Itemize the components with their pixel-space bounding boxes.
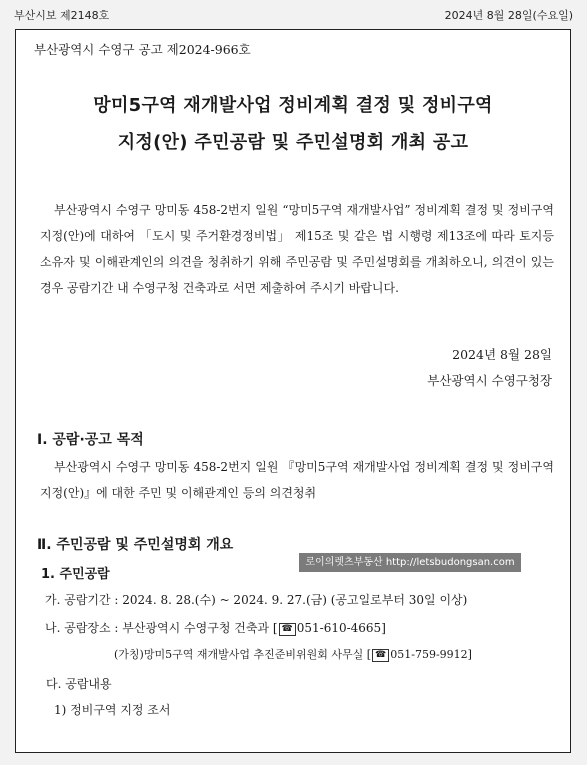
gazette-header bbox=[0, 0, 587, 30]
viewing-place-label: 나. 공람장소 : bbox=[45, 621, 119, 635]
notice-document bbox=[15, 29, 571, 753]
viewing-place2-phone: 051-759-9912] bbox=[390, 648, 472, 661]
phone-icon: ☎ bbox=[372, 649, 389, 662]
section1-text: 부산광역시 수영구 망미동 458-2번지 일원 『망미5구역 재개발사업 정비계획 결정 및 정비구역 지정(안)』에 대한 주민 및 이해관계인 등의 의견청취 bbox=[40, 460, 554, 500]
section2-heading: Ⅱ. 주민공람 및 주민설명회 개요 bbox=[37, 537, 234, 553]
viewing-period-label: 가. 공람기간 : bbox=[45, 593, 119, 607]
sign-office: 부산광역시 수영구청장 bbox=[427, 373, 552, 388]
document-title-line1: 망미5구역 재개발사업 정비계획 결정 및 정비구역 bbox=[93, 95, 493, 116]
viewing-place bbox=[45, 619, 386, 636]
viewing-content-item: 1) 정비구역 지정 조서 bbox=[54, 703, 171, 717]
notice-number: 부산광역시 수영구 공고 제2024-966호 bbox=[34, 42, 251, 57]
viewing-content-label: 다. 공람내용 bbox=[46, 677, 112, 691]
gazette-date: 2024년 8월 28일(수요일) bbox=[444, 9, 573, 22]
phone-icon: ☎ bbox=[279, 623, 296, 636]
viewing-place2-value: (가칭)망미5구역 재개발사업 추진준비위원회 사무실 [ bbox=[114, 648, 372, 661]
subsection-public-viewing: 1. 주민공람 bbox=[41, 567, 110, 582]
viewing-period bbox=[45, 591, 467, 608]
watermark-banner: 로이의렛츠부동산 http://letsbudongsan.com bbox=[299, 553, 521, 572]
viewing-place-phone: 051-610-4665] bbox=[296, 621, 386, 635]
viewing-period-value: 2024. 8. 28.(수) ~ 2024. 9. 27.(금) (공고일로부터 30일 이상) bbox=[122, 593, 468, 607]
document-title-line2: 지정(안) 주민공람 및 주민설명회 개최 공고 bbox=[117, 132, 469, 153]
gazette-number: 부산시보 제2148호 bbox=[14, 9, 110, 22]
viewing-place-value: 부산광역시 수영구청 건축과 [ bbox=[122, 621, 278, 635]
viewing-place-2 bbox=[114, 646, 472, 662]
section1-heading: Ⅰ. 공람·공고 목적 bbox=[37, 432, 144, 448]
sign-date: 2024년 8월 28일 bbox=[452, 347, 552, 362]
intro-paragraph: 부산광역시 수영구 망미동 458-2번지 일원 “망미5구역 재개발사업” 정비계획 결정 및 정비구역 지정(안)에 대하여 「도시 및 주거환경정비법」 제15조 및 같은 법 시행령 제13조에 따라 토지등소유자 및 이해관계인의 의견을 청취하기 위해 주민공람 및 주민설명회를 개최하오니, 의견이 있는 경우 공람기간 내 수영구청 건축과로 서면 제출하여 주시기 바랍니다. bbox=[40, 203, 554, 295]
